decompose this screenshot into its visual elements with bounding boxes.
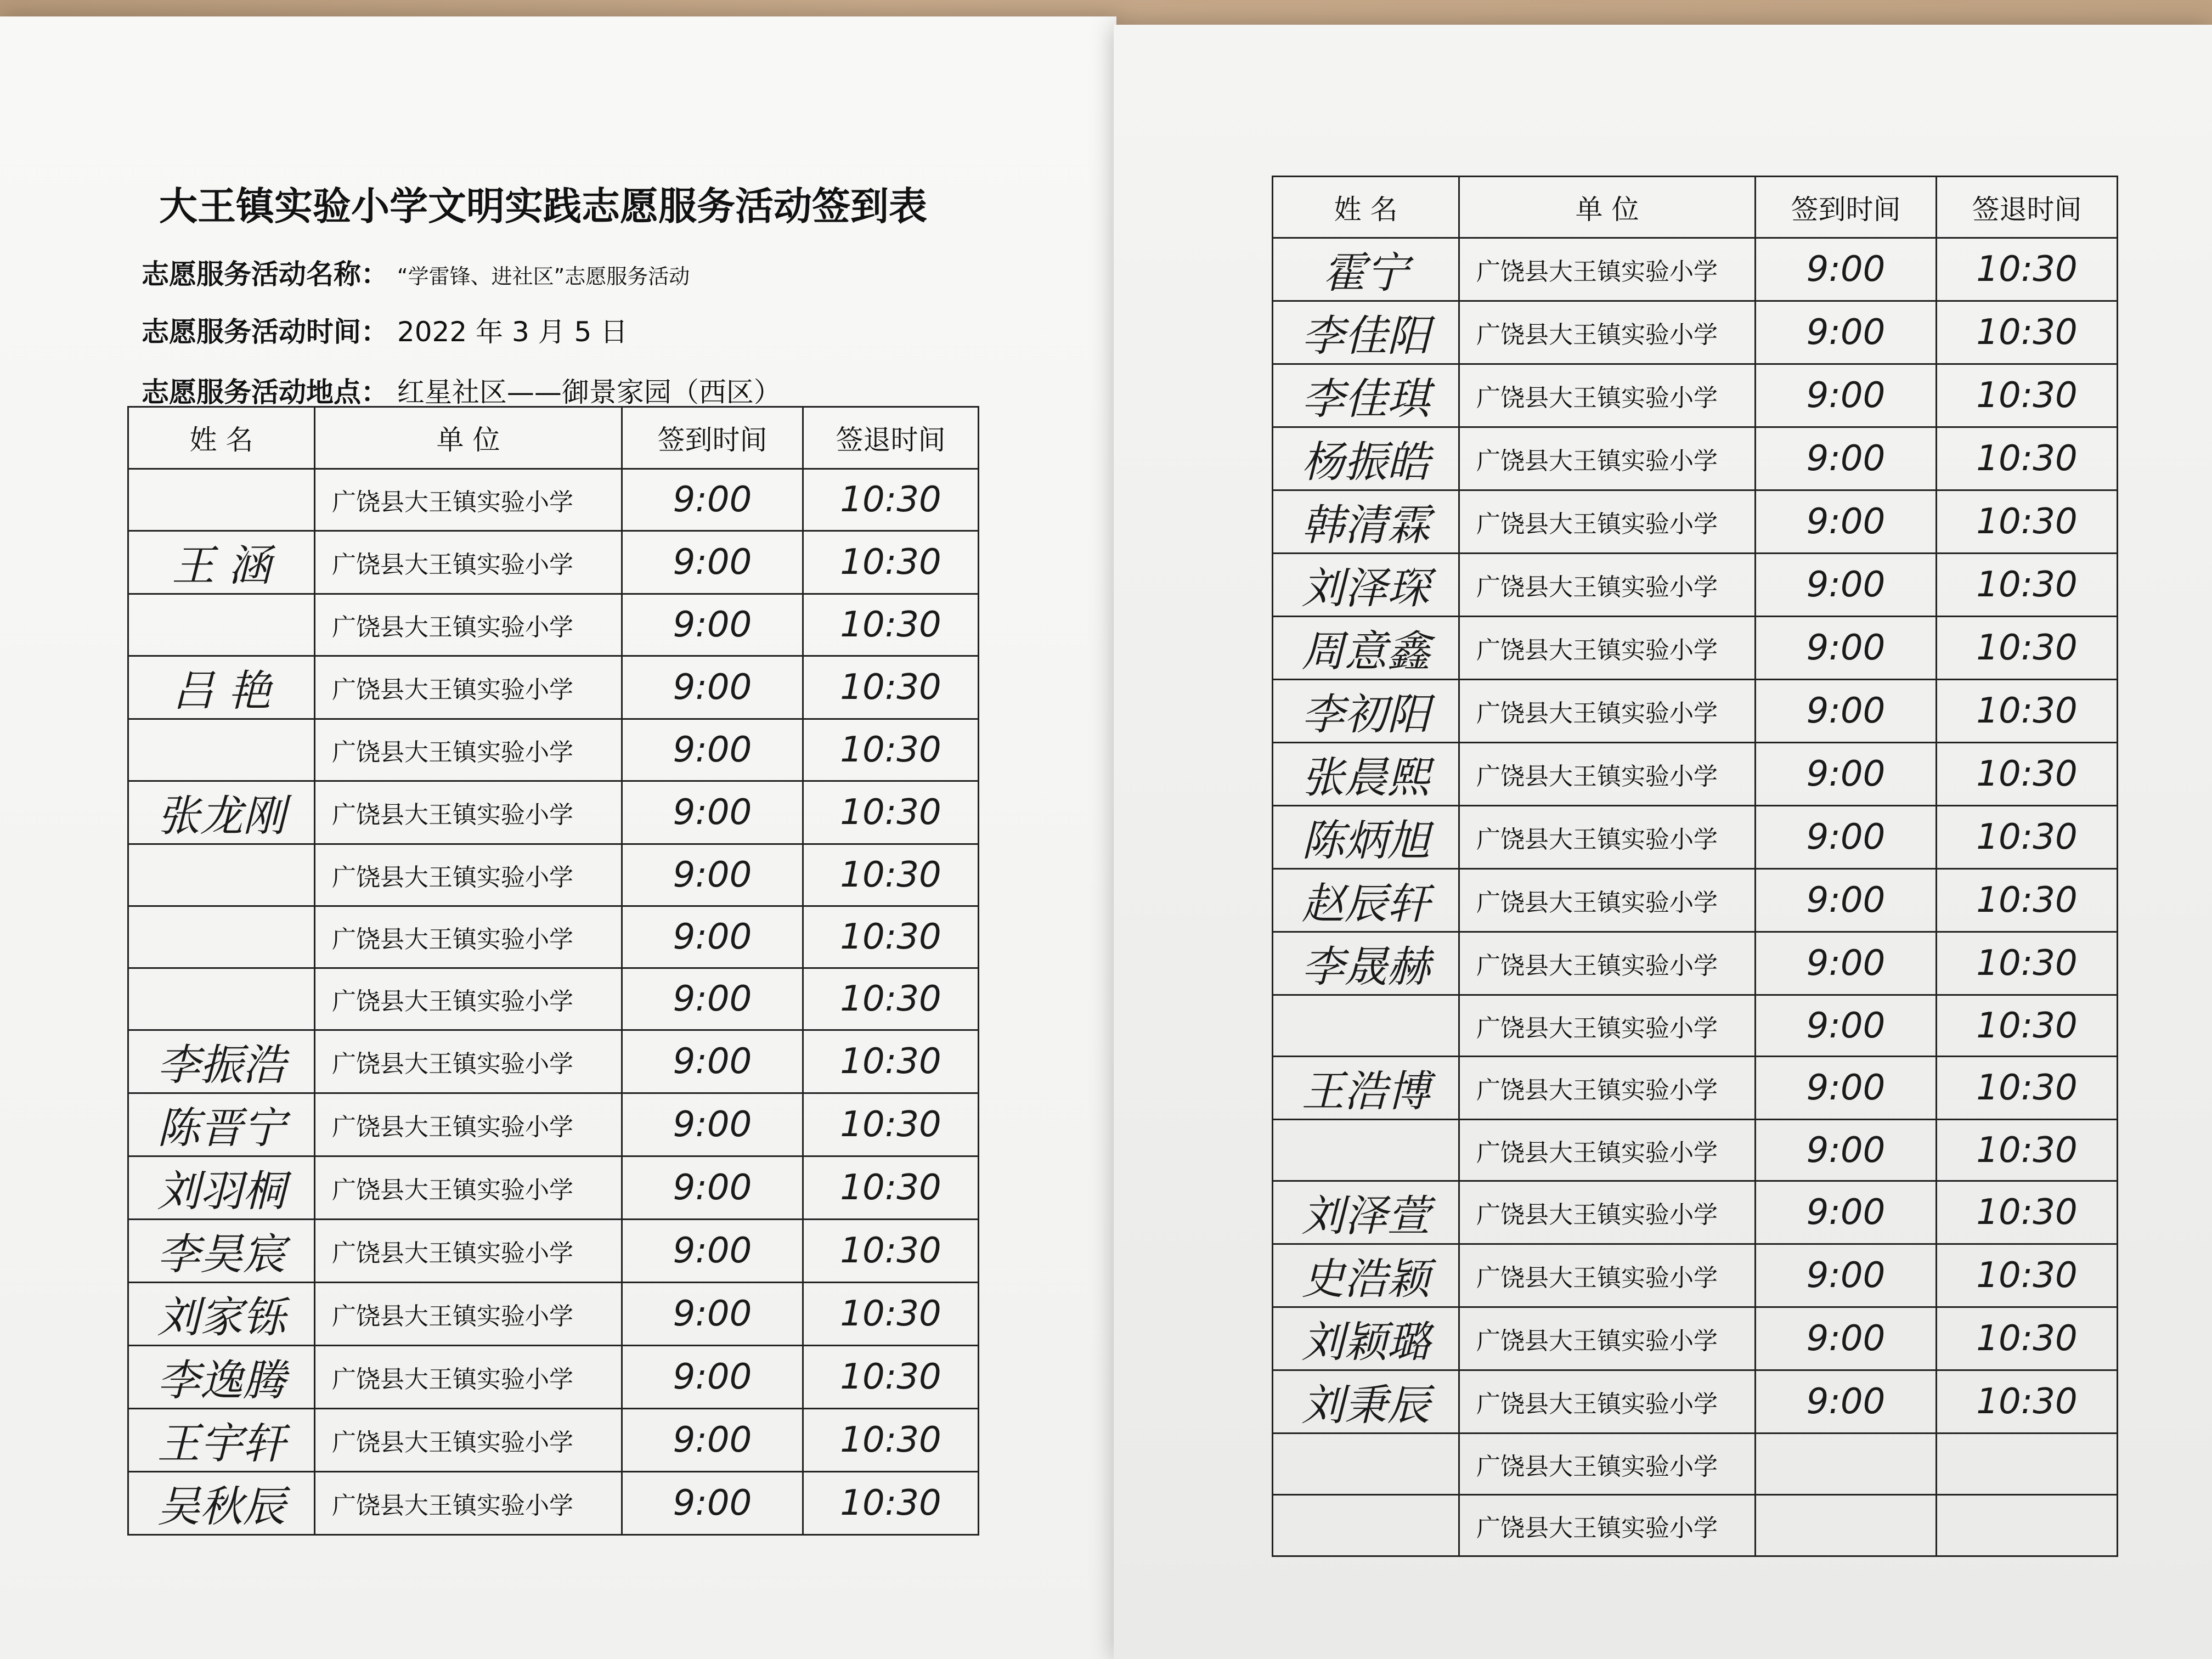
unit-cell: 广饶县大王镇实验小学 (315, 656, 622, 719)
sign-out-time-cell: 10:30 (1937, 1181, 2118, 1244)
sign-out-time-cell: 10:30 (1937, 427, 2118, 490)
table-row (128, 1346, 979, 1409)
signature-name-cell: 王宇轩 (128, 1409, 315, 1472)
sign-in-time-cell: 9:00 (1756, 427, 1937, 490)
sign-in-time-cell: 9:00 (622, 531, 803, 594)
sign-in-time-cell: 9:00 (1756, 1120, 1937, 1181)
sign-in-time-cell: 9:00 (622, 1156, 803, 1220)
sign-in-time-cell: 9:00 (1756, 490, 1937, 554)
table-row (1273, 301, 2118, 364)
signature-name-cell: 李佳琪 (1273, 364, 1459, 427)
activity-name-label: 志愿服务活动名称： (142, 258, 388, 290)
sign-in-time-cell (1756, 1434, 1937, 1495)
sign-out-time-cell: 10:30 (803, 719, 979, 781)
header-sign-in: 签到时间 (1756, 177, 1937, 238)
sign-in-time-cell: 9:00 (1756, 743, 1937, 806)
sign-out-time-cell: 10:30 (1937, 932, 2118, 995)
unit-cell: 广饶县大王镇实验小学 (1459, 1057, 1756, 1120)
sign-out-time-cell: 10:30 (803, 968, 979, 1030)
signature-name-cell: 刘泽萱 (1273, 1181, 1459, 1244)
sign-out-time-cell: 10:30 (1937, 364, 2118, 427)
signature-name-cell: 李晟赫 (1273, 932, 1459, 995)
sign-out-time-cell: 10:30 (803, 1346, 979, 1409)
signature-name-cell: 李佳阳 (1273, 301, 1459, 364)
signature-name-cell (1273, 995, 1459, 1057)
unit-cell: 广饶县大王镇实验小学 (1459, 995, 1756, 1057)
sign-in-time-cell: 9:00 (1756, 1370, 1937, 1434)
signature-name-cell: 刘秉辰 (1273, 1370, 1459, 1434)
signature-name-cell: 李初阳 (1273, 680, 1459, 743)
sign-in-time-cell: 9:00 (622, 656, 803, 719)
sign-out-time-cell: 10:30 (1937, 490, 2118, 554)
roster-table-right (1272, 176, 2118, 1557)
sign-in-time-cell: 9:00 (1756, 1181, 1937, 1244)
unit-cell: 广饶县大王镇实验小学 (315, 968, 622, 1030)
sign-out-time-cell: 10:30 (1937, 1307, 2118, 1370)
sign-in-time-cell: 9:00 (1756, 238, 1937, 301)
unit-cell: 广饶县大王镇实验小学 (315, 719, 622, 781)
table-row (128, 1220, 979, 1283)
sign-out-time-cell: 10:30 (803, 1156, 979, 1220)
table-row (1273, 1370, 2118, 1434)
unit-cell: 广饶县大王镇实验小学 (315, 594, 622, 656)
sign-in-time-cell: 9:00 (622, 1283, 803, 1346)
sign-in-time-cell: 9:00 (1756, 554, 1937, 617)
unit-cell: 广饶县大王镇实验小学 (1459, 743, 1756, 806)
header-name: 姓 名 (128, 407, 315, 469)
signature-name-cell (1273, 1495, 1459, 1556)
sign-out-time-cell: 10:30 (803, 1409, 979, 1472)
unit-cell: 广饶县大王镇实验小学 (1459, 1120, 1756, 1181)
table-row (1273, 995, 2118, 1057)
table-row (128, 1156, 979, 1220)
unit-cell: 广饶县大王镇实验小学 (1459, 301, 1756, 364)
table-row (128, 844, 979, 906)
sign-out-time-cell: 10:30 (803, 1472, 979, 1535)
signature-name-cell (1273, 1434, 1459, 1495)
signature-name-cell: 吕 艳 (128, 656, 315, 719)
signature-name-cell: 陈晋宁 (128, 1093, 315, 1156)
activity-place-line (142, 370, 781, 410)
unit-cell: 广饶县大王镇实验小学 (315, 906, 622, 968)
activity-time-value: 2022 年 3 月 5 日 (397, 316, 628, 348)
document-title: 大王镇实验小学文明实践志愿服务活动签到表 (159, 183, 927, 229)
table-row (128, 968, 979, 1030)
signature-name-cell: 刘家铄 (128, 1283, 315, 1346)
table-row (128, 1472, 979, 1535)
sign-out-time-cell (1937, 1495, 2118, 1556)
sign-in-time-cell: 9:00 (1756, 995, 1937, 1057)
sign-in-time-cell: 9:00 (1756, 680, 1937, 743)
unit-cell: 广饶县大王镇实验小学 (1459, 1495, 1756, 1556)
sign-out-time-cell: 10:30 (803, 1220, 979, 1283)
unit-cell: 广饶县大王镇实验小学 (1459, 1370, 1756, 1434)
sign-in-time-cell: 9:00 (622, 1220, 803, 1283)
signature-name-cell: 李逸腾 (128, 1346, 315, 1409)
sign-out-time-cell: 10:30 (803, 1093, 979, 1156)
signature-name-cell: 刘泽琛 (1273, 554, 1459, 617)
sign-out-time-cell: 10:30 (1937, 554, 2118, 617)
table-row (1273, 743, 2118, 806)
unit-cell: 广饶县大王镇实验小学 (315, 844, 622, 906)
signature-name-cell: 赵辰轩 (1273, 869, 1459, 932)
activity-name-line (142, 252, 690, 292)
sign-out-time-cell: 10:30 (1937, 680, 2118, 743)
signature-name-cell (1273, 1120, 1459, 1181)
table-row (1273, 238, 2118, 301)
header-unit: 单 位 (315, 407, 622, 469)
table-row (1273, 617, 2118, 680)
activity-name-value: “学雷锋、进社区”志愿服务活动 (397, 264, 690, 289)
table-row (128, 594, 979, 656)
table-header-row (1273, 177, 2118, 238)
signature-name-cell: 陈炳旭 (1273, 806, 1459, 869)
unit-cell: 广饶县大王镇实验小学 (1459, 869, 1756, 932)
sign-in-time-cell: 9:00 (1756, 364, 1937, 427)
table-row (128, 469, 979, 531)
table-row (1273, 806, 2118, 869)
table-row (1273, 869, 2118, 932)
sign-out-time-cell: 10:30 (1937, 743, 2118, 806)
unit-cell: 广饶县大王镇实验小学 (315, 781, 622, 844)
sign-in-time-cell: 9:00 (622, 781, 803, 844)
table-row (1273, 554, 2118, 617)
signature-name-cell (128, 594, 315, 656)
sign-in-time-cell: 9:00 (1756, 1057, 1937, 1120)
signature-name-cell: 刘羽桐 (128, 1156, 315, 1220)
header-sign-out: 签退时间 (1937, 177, 2118, 238)
table-row (128, 781, 979, 844)
sign-in-time-cell: 9:00 (622, 1409, 803, 1472)
activity-time-label: 志愿服务活动时间： (142, 316, 388, 348)
activity-time-line (142, 310, 628, 349)
signature-name-cell: 韩清霖 (1273, 490, 1459, 554)
sign-out-time-cell: 10:30 (803, 1283, 979, 1346)
sign-in-time-cell: 9:00 (1756, 301, 1937, 364)
table-row (1273, 427, 2118, 490)
sign-out-time-cell: 10:30 (803, 594, 979, 656)
sign-out-time-cell: 10:30 (1937, 806, 2118, 869)
unit-cell: 广饶县大王镇实验小学 (315, 1156, 622, 1220)
table-row (128, 531, 979, 594)
roster-table-left (127, 406, 979, 1536)
signature-name-cell (128, 469, 315, 531)
table-row (128, 1283, 979, 1346)
table-row (1273, 1307, 2118, 1370)
signature-name-cell (128, 844, 315, 906)
signature-name-cell: 吴秋辰 (128, 1472, 315, 1535)
unit-cell: 广饶县大王镇实验小学 (1459, 238, 1756, 301)
unit-cell: 广饶县大王镇实验小学 (315, 1472, 622, 1535)
signature-name-cell: 刘颖璐 (1273, 1307, 1459, 1370)
header-name: 姓 名 (1273, 177, 1459, 238)
signature-name-cell: 王浩博 (1273, 1057, 1459, 1120)
unit-cell: 广饶县大王镇实验小学 (1459, 364, 1756, 427)
unit-cell: 广饶县大王镇实验小学 (1459, 490, 1756, 554)
sign-in-time-cell: 9:00 (1756, 1307, 1937, 1370)
unit-cell: 广饶县大王镇实验小学 (1459, 806, 1756, 869)
sign-in-time-cell: 9:00 (1756, 617, 1937, 680)
signature-name-cell (128, 719, 315, 781)
unit-cell: 广饶县大王镇实验小学 (315, 1283, 622, 1346)
table-row (1273, 1120, 2118, 1181)
sign-out-time-cell: 10:30 (803, 844, 979, 906)
sign-out-time-cell: 10:30 (1937, 1057, 2118, 1120)
table-row (128, 1409, 979, 1472)
sign-in-time-cell: 9:00 (622, 1093, 803, 1156)
activity-place-label: 志愿服务活动地点： (142, 376, 388, 408)
sign-in-time-cell: 9:00 (622, 844, 803, 906)
sign-out-time-cell: 10:30 (1937, 869, 2118, 932)
unit-cell: 广饶县大王镇实验小学 (1459, 1244, 1756, 1307)
table-row (1273, 1057, 2118, 1120)
sign-in-time-cell: 9:00 (1756, 932, 1937, 995)
unit-cell: 广饶县大王镇实验小学 (315, 1093, 622, 1156)
sign-out-time-cell: 10:30 (803, 656, 979, 719)
sign-out-time-cell: 10:30 (1937, 301, 2118, 364)
signature-name-cell: 张龙刚 (128, 781, 315, 844)
sign-in-time-cell (1756, 1495, 1937, 1556)
sign-out-time-cell: 10:30 (1937, 1120, 2118, 1181)
sign-out-time-cell (1937, 1434, 2118, 1495)
sign-in-time-cell: 9:00 (622, 1346, 803, 1409)
signature-name-cell: 张晨熙 (1273, 743, 1459, 806)
sign-in-time-cell: 9:00 (622, 719, 803, 781)
sign-in-time-cell: 9:00 (1756, 869, 1937, 932)
sign-in-time-cell: 9:00 (622, 594, 803, 656)
table-row (1273, 1244, 2118, 1307)
sign-out-time-cell: 10:30 (1937, 1370, 2118, 1434)
table-row (128, 906, 979, 968)
sign-in-time-cell: 9:00 (622, 968, 803, 1030)
sign-out-time-cell: 10:30 (1937, 238, 2118, 301)
unit-cell: 广饶县大王镇实验小学 (315, 1346, 622, 1409)
table-row (128, 1093, 979, 1156)
signature-name-cell: 李振浩 (128, 1030, 315, 1093)
sign-out-time-cell: 10:30 (803, 469, 979, 531)
unit-cell: 广饶县大王镇实验小学 (1459, 1434, 1756, 1495)
table-row (1273, 1495, 2118, 1556)
sign-out-time-cell: 10:30 (803, 1030, 979, 1093)
signature-name-cell: 杨振皓 (1273, 427, 1459, 490)
sign-out-time-cell: 10:30 (1937, 1244, 2118, 1307)
header-sign-in: 签到时间 (622, 407, 803, 469)
signature-name-cell: 周意鑫 (1273, 617, 1459, 680)
unit-cell: 广饶县大王镇实验小学 (1459, 427, 1756, 490)
table-row (1273, 364, 2118, 427)
table-row (128, 1030, 979, 1093)
unit-cell: 广饶县大王镇实验小学 (1459, 1307, 1756, 1370)
unit-cell: 广饶县大王镇实验小学 (1459, 680, 1756, 743)
sign-out-time-cell: 10:30 (1937, 617, 2118, 680)
sign-out-time-cell: 10:30 (803, 781, 979, 844)
table-row (1273, 490, 2118, 554)
unit-cell: 广饶县大王镇实验小学 (1459, 932, 1756, 995)
sign-in-time-cell: 9:00 (622, 469, 803, 531)
signature-name-cell: 史浩颖 (1273, 1244, 1459, 1307)
sign-out-time-cell: 10:30 (1937, 995, 2118, 1057)
signature-name-cell (128, 968, 315, 1030)
unit-cell: 广饶县大王镇实验小学 (1459, 1181, 1756, 1244)
signature-name-cell: 王 涵 (128, 531, 315, 594)
table-row (128, 719, 979, 781)
table-row (1273, 932, 2118, 995)
sign-in-time-cell: 9:00 (1756, 1244, 1937, 1307)
table-row (1273, 680, 2118, 743)
table-row (128, 656, 979, 719)
signature-name-cell (128, 906, 315, 968)
unit-cell: 广饶县大王镇实验小学 (315, 531, 622, 594)
sign-in-time-cell: 9:00 (1756, 806, 1937, 869)
sign-in-time-cell: 9:00 (622, 1030, 803, 1093)
table-row (1273, 1181, 2118, 1244)
signature-name-cell: 李昊宸 (128, 1220, 315, 1283)
unit-cell: 广饶县大王镇实验小学 (315, 1220, 622, 1283)
header-unit: 单 位 (1459, 177, 1756, 238)
sign-in-time-cell: 9:00 (622, 906, 803, 968)
activity-place-value: 红星社区——御景家园（西区） (397, 376, 781, 408)
unit-cell: 广饶县大王镇实验小学 (315, 1030, 622, 1093)
header-sign-out: 签退时间 (803, 407, 979, 469)
sign-out-time-cell: 10:30 (803, 906, 979, 968)
unit-cell: 广饶县大王镇实验小学 (1459, 554, 1756, 617)
table-row (1273, 1434, 2118, 1495)
signature-name-cell: 霍宁 (1273, 238, 1459, 301)
unit-cell: 广饶县大王镇实验小学 (315, 469, 622, 531)
unit-cell: 广饶县大王镇实验小学 (1459, 617, 1756, 680)
sign-out-time-cell: 10:30 (803, 531, 979, 594)
sign-in-time-cell: 9:00 (622, 1472, 803, 1535)
unit-cell: 广饶县大王镇实验小学 (315, 1409, 622, 1472)
table-header-row (128, 407, 979, 469)
